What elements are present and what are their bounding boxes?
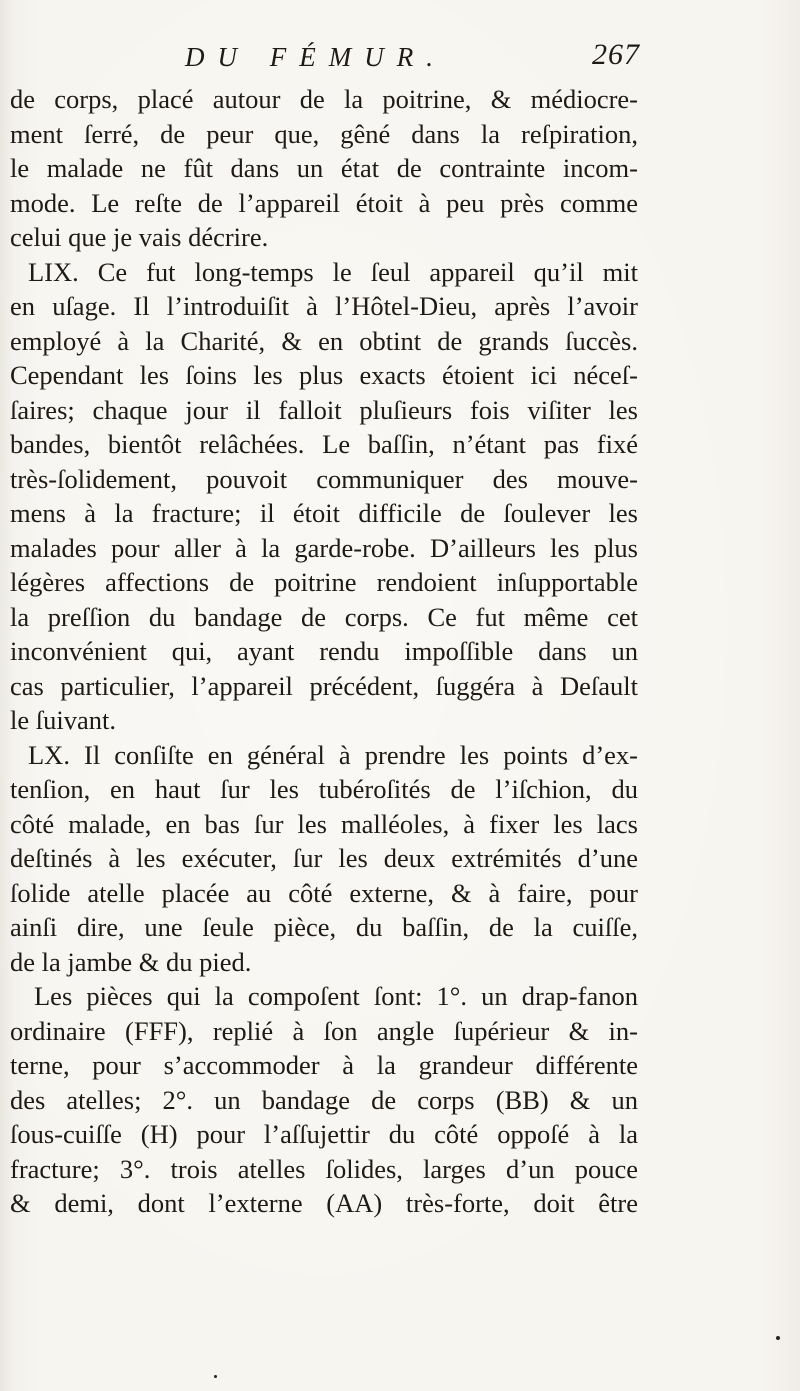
text-line: ment ſerré, de peur que, gêné dans la reſpiration, [10, 118, 638, 149]
text-line: tenſion, en haut ſur les tubéroſités de l’iſchion, du [10, 774, 638, 804]
body-text [10, 82, 638, 1221]
text-line: très-ſolidement, pouvoit communiquer des mouve- [10, 463, 638, 494]
running-head [0, 38, 800, 82]
text-line: ſolide atelle placée au côté externe, & à faire, pour [10, 877, 638, 908]
text-line: Cependant les ſoins les plus exacts étoient ici néceſ- [10, 360, 638, 390]
paragraph-lx-start: LX. Il conſiſte en général à prendre les points d’ex- [28, 739, 638, 770]
text-line: ainſi dire, une ſeule pièce, du baſſin, de la cuiſſe, [10, 912, 638, 942]
text-line: ſous-cuiſſe (H) pour l’aſſujettir du côté oppoſé à la [10, 1119, 638, 1149]
paragraph-lix-start: LIX. Ce fut long-temps le ſeul appareil qu’il mit [28, 256, 638, 287]
text-line: le ſuivant. [10, 705, 116, 735]
text-line: légères affections de poitrine rendoient inſupportable [10, 567, 638, 597]
text-line: celui que je vais décrire. [10, 222, 269, 252]
text-line: ordinaire (FFF), replié à ſon angle ſupérieur & in- [10, 1015, 638, 1046]
page-number: 267 [592, 38, 640, 71]
text-line: des atelles; 2°. un bandage de corps (BB) & un [10, 1084, 638, 1115]
text-line: la preſſion du bandage de corps. Ce fut même cet [10, 601, 638, 632]
running-title: DU FÉMUR. [185, 42, 446, 72]
text-line: de corps, placé autour de la poitrine, & médiocre- [10, 84, 638, 114]
text-line: fracture; 3°. trois atelles ſolides, larges d’un pouce [10, 1153, 638, 1184]
text-line: malades pour aller à la garde-robe. D’ailleurs les plus [10, 532, 638, 563]
text-line: côté malade, en bas ſur les malléoles, à fixer les lacs [10, 808, 638, 839]
paragraph-pieces-start: Les pièces qui la compoſent ſont: 1°. un drap-fanon [34, 981, 638, 1011]
text-line: bandes, bientôt relâchées. Le baſſin, n’étant pas fixé [10, 429, 638, 459]
text-line: deſtinés à les exécuter, ſur les deux extrémités d’une [10, 843, 638, 873]
text-line: le malade ne fût dans un état de contrainte incom- [10, 153, 638, 183]
ink-speck [776, 1336, 780, 1340]
text-line: terne, pour s’accommoder à la grandeur différente [10, 1050, 638, 1080]
text-line: employé à la Charité, & en obtint de grands ſuccès. [10, 325, 638, 356]
text-line: inconvénient qui, ayant rendu impoſſible dans un [10, 636, 638, 666]
text-line: & demi, dont l’externe (AA) très-forte, doit être [10, 1188, 638, 1218]
text-line: cas particulier, l’appareil précédent, ſuggéra à Deſault [10, 670, 638, 701]
text-line: en uſage. Il l’introduiſit à l’Hôtel-Dieu, après l’avoir [10, 291, 638, 321]
text-line: mens à la fracture; il étoit difficile de ſoulever les [10, 498, 638, 528]
text-line: de la jambe & du pied. [10, 946, 252, 977]
text-line: mode. Le reſte de l’appareil étoit à peu près comme [10, 187, 638, 218]
text-line: ſaires; chaque jour il falloit pluſieurs fois viſiter les [10, 394, 638, 425]
ink-speck [214, 1375, 217, 1378]
